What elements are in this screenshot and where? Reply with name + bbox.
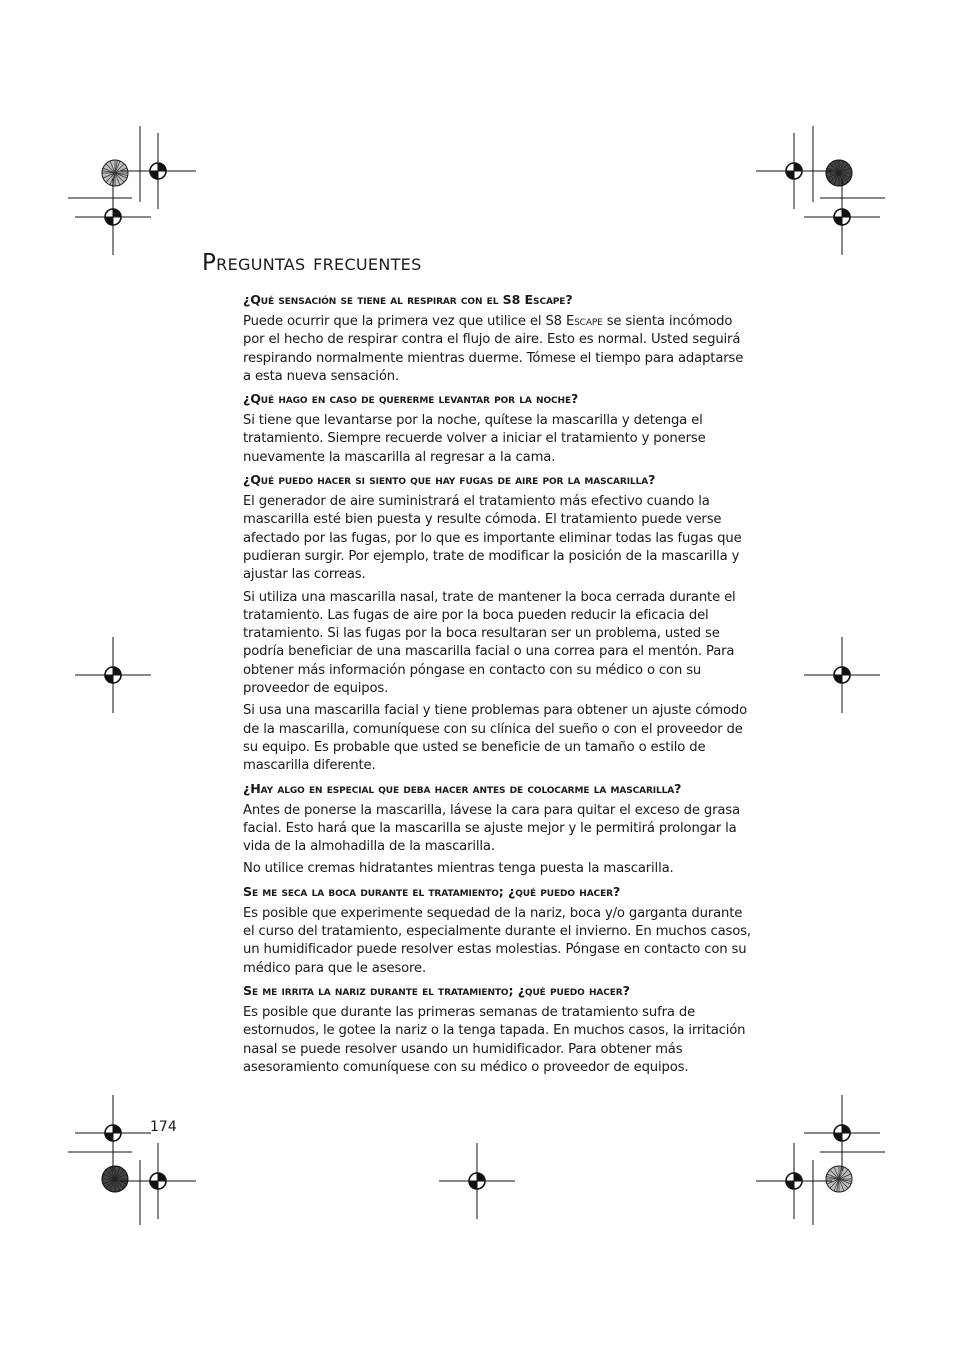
faq-answer: El generador de aire suministrará el tratamiento más efectivo cuando la mascarilla esté bien puesta y resulte cómoda. El tratamiento puede verse afectado por las fugas, por lo que es importante eliminar todas las fugas que pudieran surgir. Por ejemplo, trate de modificar la posición de la mascarilla y ajustar las correas. (243, 494, 742, 583)
faq-section (243, 291, 751, 386)
faq-answer (243, 313, 751, 386)
faq-section (243, 471, 751, 775)
faq-answer: Si tiene que levantarse por la noche, quítese la mascarilla y detenga el tratamiento. Siempre recuerde volver a iniciar el tratamiento y ponerse nuevamente la mascarilla al regresar a la cama. (243, 413, 706, 465)
faq-section (243, 390, 751, 467)
faq-section (243, 780, 751, 879)
answer-text: Puede ocurrir que la primera vez que utilice el (243, 314, 546, 329)
faq-question: ¿Qué puedo hacer si siento que hay fugas de aire por la mascarilla? (243, 472, 656, 488)
page-title: Preguntas frecuentes (202, 250, 422, 276)
faq-question: ¿Hay algo en especial que deba hacer antes de colocarme la mascarilla? (243, 780, 682, 796)
faq-question: Se me seca la boca durante el tratamiento; ¿qué puedo hacer? (243, 883, 621, 899)
product-name: S8 Escape (545, 314, 603, 329)
faq-section (243, 883, 751, 978)
faq-answer: Antes de ponerse la mascarilla, lávese la cara para quitar el exceso de grasa facial. Esto hará que la mascarilla se ajuste mejor y le permitirá prolongar la vida de la almohadilla de la mascarilla. (243, 802, 740, 855)
faq-answer: Es posible que experimente sequedad de la nariz, boca y/o garganta durante el curso del tratamiento, especialmente durante el invierno. En muchos casos, un humidificador puede resolver estas molestias. Póngase en contacto con su médico para que le asesore. (243, 905, 751, 976)
faq-answer: Es posible que durante las primeras semanas de tratamiento sufra de estornudos, le gotee la nariz o la tenga tapada. En muchos casos, la irritación nasal se puede resolver usando un humidificador. Para obtener más asesoramiento comuníquese con su médico o proveedor de equipos. (243, 1004, 746, 1075)
faq-section (243, 982, 751, 1077)
faq-content (243, 291, 751, 1081)
faq-question: ¿Qué sensación se tiene al respirar con el S8 Escape? (243, 292, 573, 307)
page-number: 174 (150, 1119, 177, 1135)
faq-question: ¿Qué hago en caso de quererme levantar por la noche? (243, 391, 579, 407)
faq-answer: Si usa una mascarilla facial y tiene problemas para obtener un ajuste cómodo de la mascarilla, comuníquese con su clínica del sueño o con el proveedor de su equipo. Es probable que usted se beneficie de un tamaño o estilo de mascarilla diferente. (243, 703, 748, 774)
faq-answer: Si utiliza una mascarilla nasal, trate de mantener la boca cerrada durante el tratamiento. Las fugas de aire por la boca pueden reducir la eficacia del tratamiento. Si las fugas por la boca resultaran ser un problema, usted se podría beneficiar de una mascarilla facial o una correa para el mentón. Para obtener más información póngase en contacto con su médico o con su proveedor de equipos. (243, 589, 736, 697)
answer-text: se sienta incómodo por el hecho de respirar contra el flujo de aire. Esto es normal. Usted seguirá respirando normalmente mientras duerme. Tómese el tiempo para adaptarse a esta nueva sensación. (243, 314, 744, 384)
faq-answer: No utilice cremas hidratantes mientras tenga puesta la mascarilla. (243, 861, 674, 877)
faq-question: Se me irrita la nariz durante el tratamiento; ¿qué puedo hacer? (243, 982, 630, 998)
